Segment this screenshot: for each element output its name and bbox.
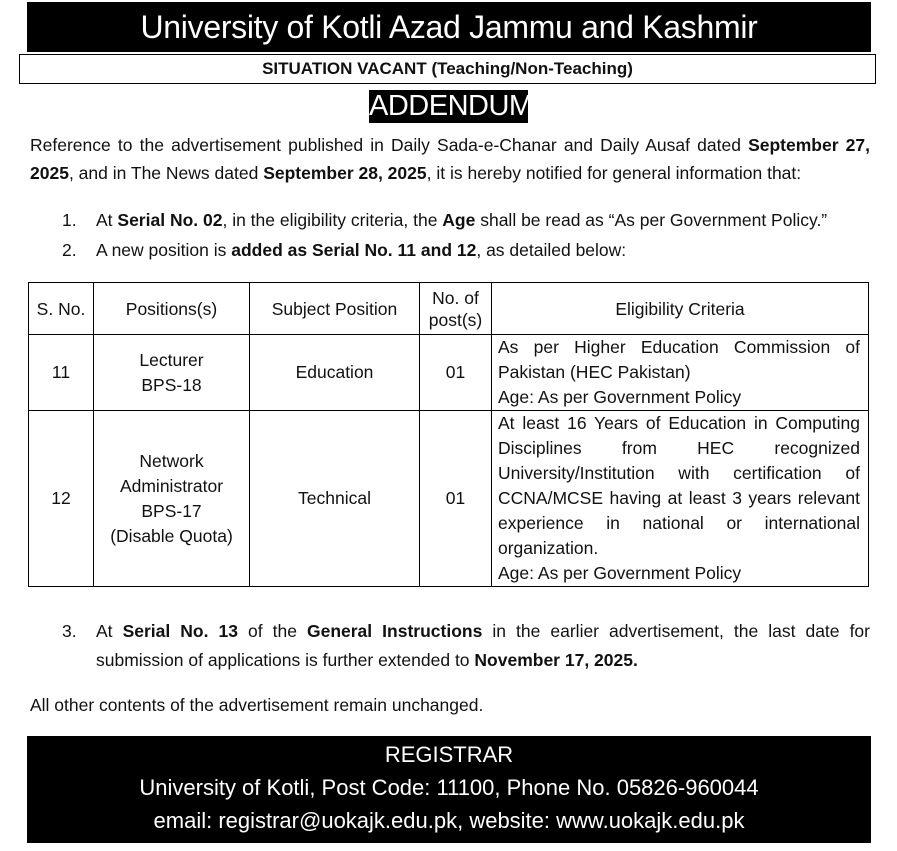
intro-text-1: Reference to the advertisement published in Daily Sada-e-Chanar and Daily Ausaf dated: [30, 135, 749, 155]
cell-eligibility: [492, 411, 869, 587]
cell-sno: 11: [29, 335, 94, 411]
item-text: , in the eligibility criteria, the: [222, 210, 443, 230]
intro-paragraph: [30, 131, 870, 187]
closing-statement: All other contents of the advertisement remain unchanged.: [30, 695, 484, 715]
item-bold: Serial No. 13: [122, 621, 238, 641]
positions-table: [28, 282, 869, 587]
position-line: Administrator: [119, 475, 224, 496]
cell-position: [94, 335, 250, 411]
item-text: shall be read as “As per Government Policy.”: [475, 210, 828, 230]
cell-posts: 01: [420, 411, 492, 587]
item-text: At: [96, 210, 118, 230]
addendum-text: ADDENDUM: [369, 90, 533, 122]
item-bold: added as Serial No. 11 and 12: [231, 240, 477, 260]
list-item-3: [62, 617, 870, 675]
item-text: in the earlier advertisement, the last date for submission of applications is further extended to: [96, 621, 870, 670]
item-bold: Serial No. 02: [117, 210, 223, 230]
eligibility-age: Age: As per Government Policy: [498, 387, 742, 407]
intro-text-2: , and in The News dated: [68, 163, 264, 183]
table-header-row: [29, 283, 869, 335]
situation-vacant-heading: [19, 54, 876, 84]
position-line: BPS-18: [141, 374, 202, 395]
item-text: At: [96, 621, 123, 641]
list-item-1: [62, 206, 827, 234]
item-text: , as detailed below:: [476, 240, 627, 260]
table-row: [29, 335, 869, 411]
registrar-footer: [27, 736, 871, 843]
eligibility-text: At least 16 Years of Education in Computing Disciplines from HEC recognized University/Institution with certification of CCNA/MCSE having at least 3 years relevant experience in national or international organization.: [498, 413, 860, 558]
item-3-text: [96, 617, 870, 675]
footer-contact: email: registrar@uokajk.edu.pk, website: www.uokajk.edu.pk: [153, 808, 745, 833]
cell-sno: 12: [29, 411, 94, 587]
cell-eligibility: [492, 335, 869, 411]
item-bold: November 17, 2025.: [474, 650, 638, 670]
position-line: Lecturer: [139, 349, 204, 370]
university-banner: [27, 2, 871, 52]
item-bold: General Instructions: [306, 621, 483, 641]
cell-posts: 01: [420, 335, 492, 411]
header-subject: Subject Position: [250, 283, 420, 335]
university-title: University of Kotli Azad Jammu and Kashmir: [140, 9, 758, 45]
position-line: Network: [139, 450, 204, 471]
table-row: [29, 411, 869, 587]
item-text: of the: [237, 621, 307, 641]
eligibility-text: As per Higher Education Commission of Pakistan (HEC Pakistan): [498, 337, 860, 382]
header-eligibility: Eligibility Criteria: [492, 283, 869, 335]
intro-date-1: September 27, 2025: [30, 135, 870, 183]
addendum-label: [369, 90, 533, 123]
cell-subject: Technical: [250, 411, 420, 587]
item-text: A new position is: [96, 240, 232, 260]
footer-registrar: REGISTRAR: [384, 742, 514, 767]
cell-subject: Education: [250, 335, 420, 411]
header-positions: Positions(s): [94, 283, 250, 335]
intro-text-3: , it is hereby notified for general information that:: [426, 163, 802, 183]
position-line: (Disable Quota): [110, 525, 233, 546]
list-number: 1.: [62, 210, 77, 230]
header-posts: No. of post(s): [420, 283, 492, 335]
list-number: 3.: [62, 621, 77, 641]
item-bold: Age: [442, 210, 476, 230]
list-item-2: [62, 236, 626, 264]
intro-date-2: September 28, 2025: [263, 163, 427, 183]
eligibility-age: Age: As per Government Policy: [498, 563, 742, 583]
header-sno: S. No.: [29, 283, 94, 335]
cell-position: [94, 411, 250, 587]
situation-vacant-text: SITUATION VACANT (Teaching/Non-Teaching): [262, 59, 633, 78]
footer-address: University of Kotli, Post Code: 11100, Phone No. 05826-960044: [139, 775, 759, 800]
list-number: 2.: [62, 240, 77, 260]
position-line: BPS-17: [141, 500, 202, 521]
